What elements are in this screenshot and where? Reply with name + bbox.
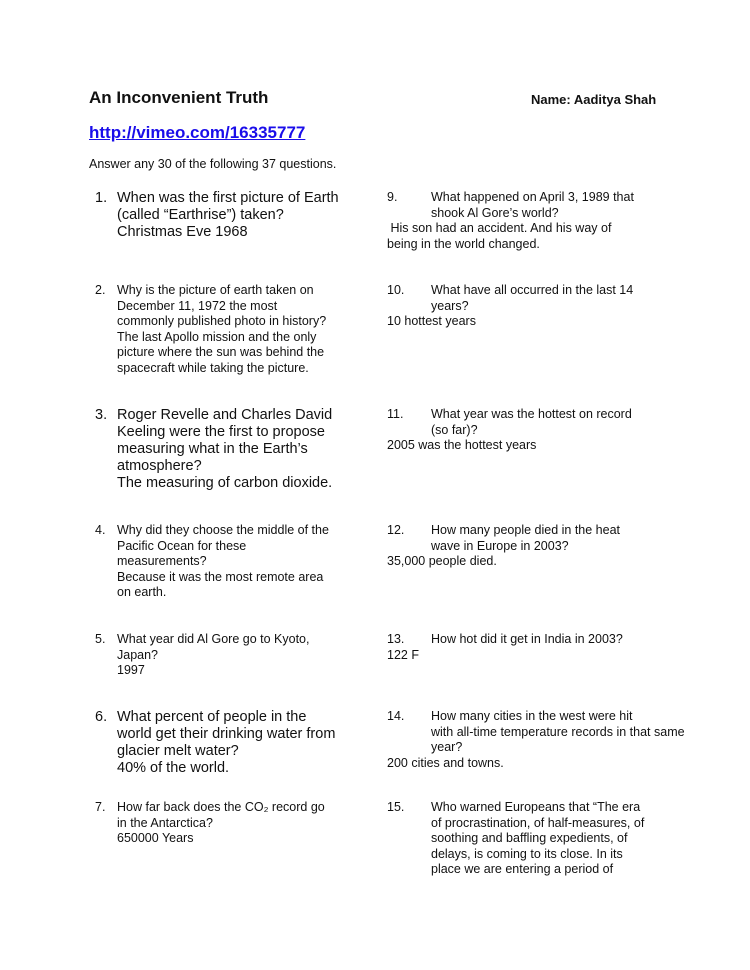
text-line: Keeling were the first to propose (117, 424, 325, 440)
text-line: Because it was the most remote area (117, 569, 324, 584)
text-line: spacecraft while taking the picture. (117, 360, 309, 375)
question-number: 7. (95, 800, 106, 814)
question-text (117, 709, 335, 777)
document-title: An Inconvenient Truth (89, 88, 269, 107)
question-number: 5. (95, 632, 106, 646)
answer-text (387, 648, 419, 664)
question-text (431, 407, 632, 438)
question-number: 10. (387, 283, 405, 297)
text-line: How hot did it get in India in 2003? (431, 632, 623, 646)
text-line: What have all occurred in the last 14 (431, 283, 634, 297)
text-line: The last Apollo mission and the only (117, 329, 317, 344)
text-line: The measuring of carbon dioxide. (117, 475, 333, 491)
answer-text (387, 756, 504, 772)
text-line: on earth. (117, 585, 167, 599)
question-text (117, 632, 309, 679)
question-text (117, 407, 332, 492)
text-line: What happened on April 3, 1989 that (431, 190, 634, 204)
text-line: Christmas Eve 1968 (117, 224, 248, 240)
question-text (431, 190, 634, 221)
question-number: 9. (387, 190, 398, 204)
text-line: soothing and baffling expedients, of (431, 831, 628, 845)
text-line: 650000 Years (117, 831, 194, 845)
text-line: What year did Al Gore go to Kyoto, (117, 632, 310, 646)
question-text (431, 523, 620, 554)
text-line: shook Al Gore’s world? (431, 205, 559, 220)
answer-text (387, 221, 611, 252)
answer-line: His son had an accident. And his way of (387, 221, 612, 235)
answer-line: 10 hottest years (387, 314, 476, 328)
question-text (117, 283, 326, 376)
text-line: measuring what in the Earth’s (117, 441, 308, 457)
text-line: commonly published photo in history? (117, 314, 327, 328)
text-line: Why is the picture of earth taken on (117, 283, 314, 297)
text-line: How far back does the CO₂ record go (117, 800, 325, 814)
text-line: December 11, 1972 the most (117, 298, 278, 313)
question-number: 12. (387, 523, 405, 537)
text-line: picture where the sun was behind the (117, 345, 325, 359)
answer-line: 200 cities and towns. (387, 755, 504, 770)
question-number: 14. (387, 709, 405, 723)
answer-text (387, 438, 536, 454)
question-text (117, 190, 339, 241)
text-line: Why did they choose the middle of the (117, 523, 329, 537)
question-text (117, 800, 325, 847)
text-line: wave in Europe in 2003? (431, 538, 569, 553)
question-text (431, 632, 623, 648)
text-line: world get their drinking water from (117, 726, 336, 742)
question-number: 4. (95, 523, 106, 537)
text-line: in the Antarctica? (117, 815, 213, 830)
text-line: Pacific Ocean for these (117, 538, 247, 553)
text-line: place we are entering a period of (431, 862, 614, 876)
text-line: Roger Revelle and Charles David (117, 407, 333, 423)
instructions: Answer any 30 of the following 37 questions. (89, 157, 337, 171)
question-number: 13. (387, 632, 405, 646)
text-line: (so far)? (431, 422, 478, 437)
question-number: 3. (95, 407, 108, 423)
text-line: of procrastination, of half-measures, of (431, 815, 645, 830)
question-text (431, 709, 685, 756)
text-line: (called “Earthrise”) taken? (117, 207, 284, 223)
question-number: 1. (95, 190, 108, 206)
text-line: year? (431, 740, 463, 754)
question-text (431, 283, 633, 314)
text-line: How many people died in the heat (431, 523, 621, 537)
text-line: measurements? (117, 554, 207, 568)
question-number: 15. (387, 800, 405, 814)
text-line: What percent of people in the (117, 709, 307, 725)
text-line: atmosphere? (117, 458, 202, 474)
text-line: How many cities in the west were hit (431, 709, 633, 723)
student-name: Name: Aaditya Shah (531, 92, 657, 107)
text-line: with all-time temperature records in that same (431, 724, 685, 739)
answer-text (387, 554, 497, 570)
text-line: delays, is coming to its close. In its (431, 846, 623, 861)
answer-line: 2005 was the hottest years (387, 438, 537, 452)
text-line: 1997 (117, 663, 145, 677)
text-line: years? (431, 298, 469, 313)
video-link[interactable]: http://vimeo.com/16335777 (89, 123, 306, 142)
question-number: 6. (95, 709, 108, 725)
text-line: When was the first picture of Earth (117, 190, 339, 206)
text-line: glacier melt water? (117, 743, 239, 759)
question-text (431, 800, 644, 878)
question-text (117, 523, 329, 601)
answer-line: 35,000 people died. (387, 554, 497, 568)
answer-text (387, 314, 476, 330)
text-line: 40% of the world. (117, 760, 230, 776)
question-number: 11. (387, 407, 404, 421)
text-line: Japan? (117, 647, 159, 662)
text-line: What year was the hottest on record (431, 407, 632, 421)
text-line: Who warned Europeans that “The era (431, 800, 641, 814)
question-number: 2. (95, 283, 106, 297)
answer-line: being in the world changed. (387, 236, 540, 251)
answer-line: 122 F (387, 647, 419, 662)
